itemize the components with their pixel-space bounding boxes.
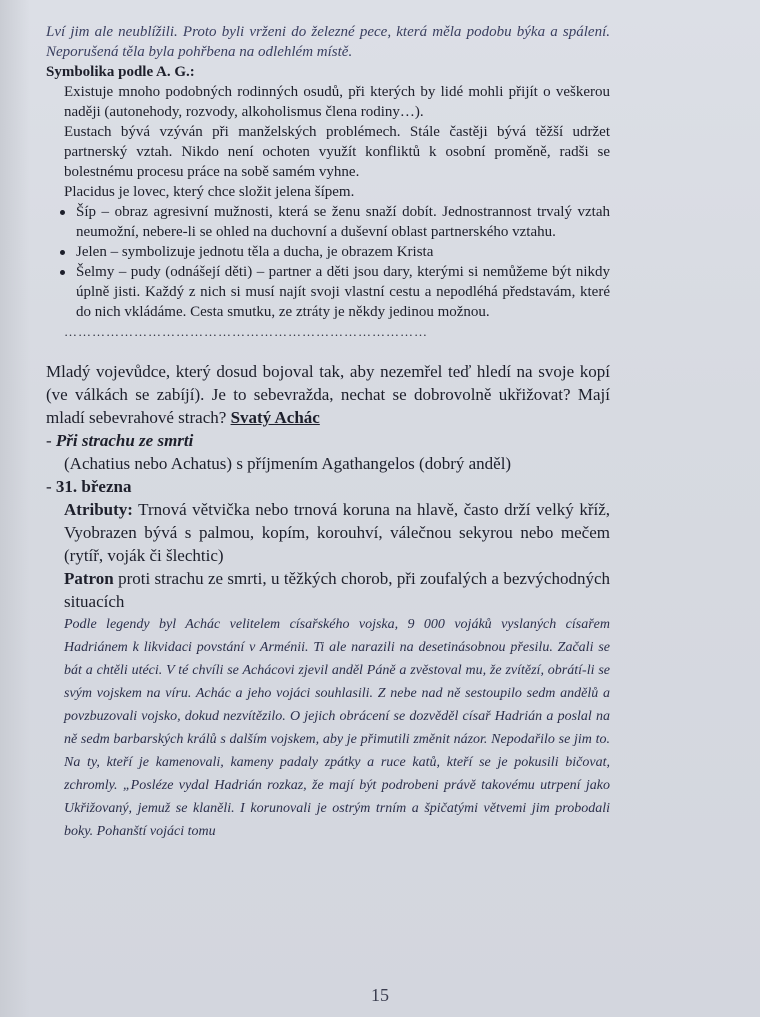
paragraph-families: Existuje mnoho podobných rodinných osudů, při kterých by lidé mohli přijít o veškerou naději (autonehody, rozvody, alkoholismus člena rodiny…). — [64, 84, 610, 120]
saint-subtitle: Při strachu ze smrti — [55, 431, 194, 450]
section-achac — [46, 360, 610, 843]
saint-alias: (Achatius nebo Achatus) s příjmením Agathangelos (dobrý anděl) — [64, 454, 512, 473]
date-prefix: - — [46, 477, 56, 496]
atributy-paragraph — [46, 498, 610, 567]
page-shadow — [0, 0, 30, 1017]
symbolika-heading: Symbolika podle A. G.: — [46, 64, 195, 80]
intro-question — [46, 360, 610, 452]
atributy-label: Atributy: — [64, 500, 133, 519]
saint-name: Svatý Achác — [230, 408, 320, 427]
list-item — [46, 202, 610, 242]
section-symbolika — [46, 22, 610, 342]
bullet-icon — [60, 270, 65, 275]
list-item-text: Jelen – symbolizuje jednotu těla a ducha, je obrazem Krista — [76, 244, 434, 260]
bullet-icon — [60, 250, 65, 255]
dotted-separator: …………………………………………………………………… — [64, 324, 428, 339]
feast-date-line — [46, 475, 610, 498]
paragraph-placidus: Placidus je lovec, který chce složit jelena šípem. — [64, 184, 355, 200]
page-number: 15 — [371, 985, 389, 1005]
list-item-text: Šíp – obraz agresivní mužnosti, která se ženu snaží dobít. Jednostrannost trvalý vztah neumožní, nebere-li se ohled na duchovní a duševní oblast partnerského vztahu. — [76, 204, 610, 240]
symbol-list — [46, 202, 610, 322]
paragraph-eustach: Eustach bývá vzýván při manželských problémech. Stále častěji bývá těžší udržet partnerský vztah. Nikdo není ochoten využít konfliktů k osobní proměně, radši se bolestnému procesu práce na sobě samém vyhne. — [64, 124, 610, 180]
intro-text: Mladý vojevůdce, který dosud bojoval tak, aby nezemřel teď hledí na svoje kopí (ve válkách se zabíjí). Je to sebevražda, nechat se dobrovolně ukřižovat? Mají mladí sebevrahové strach? — [46, 362, 610, 427]
atributy-text: Trnová větvička nebo trnová koruna na hlavě, často drží velký kříž, Vyobrazen bývá s palmou, kopím, korouhví, válečnou sekyrou nebo mečem (rytíř, voják či šlechtic) — [64, 500, 610, 565]
list-item — [46, 262, 610, 322]
legend-text: Podle legendy byl Achác velitelem císařského vojska, 9 000 vojáků vyslaných císařem Hadriánem k likvidaci povstání v Arménii. Ti ale narazili na desetinásobnou přesilu. Začali se bát a chtěli utéci. V té chvíli se Achácovi zjevil anděl Páně a zvěstoval mu, že zvítězí, obrátí-li se svým vojskem na víru. Achác a jeho vojáci souhlasili. Z nebe nad ně sestoupilo sedm andělů a povzbuzovali vojsko, dokud nezvítězilo. O jejich obrácení se dozvěděl císař Hadrián a poslal na ně sedm barbarských králů s dalším vojskem, aby je přimutili změnit názor. Nepodařilo se jim to. Na ty, kteří je kamenovali, kameny padaly zpátky a ruce katů, kteří se je pokusili bičovat, zchromly. „Posléze vydal Hadrián rozkaz, že mají být podrobeni právě takovému utrpení jako Ukřižovaný, jemuž se klaněli. I korunovali je ostrým trním a špičatými větvemi jim probodali boky. Pohanští vojáci tomu — [64, 617, 610, 839]
intro-italic-text: Lví jim ale neublížili. Proto byli vrženi do železné pece, která měla podobu býka a spálení. Neporušená těla byla pohřbena na odlehlém místě. — [46, 24, 610, 60]
list-item — [46, 242, 610, 262]
patron-label: Patron — [64, 569, 114, 588]
dash-prefix: - — [46, 431, 56, 450]
list-item-text: Šelmy – pudy (odnášejí děti) – partner a děti jsou dary, kterými si nemůžeme být nikdy úplně jisti. Každý z nich si musí najít svoji vlastní cestu a nepodléhá představám, které do nich vkládáme. Cesta smutku, ze ztráty je někdy jedinou možnou. — [76, 264, 610, 320]
patron-text: proti strachu ze smrti, u těžkých chorob, při zoufalých a bezvýchodných situacích — [64, 569, 610, 611]
bullet-icon — [60, 210, 65, 215]
patron-paragraph — [46, 567, 610, 613]
feast-date: 31. března — [55, 477, 132, 496]
